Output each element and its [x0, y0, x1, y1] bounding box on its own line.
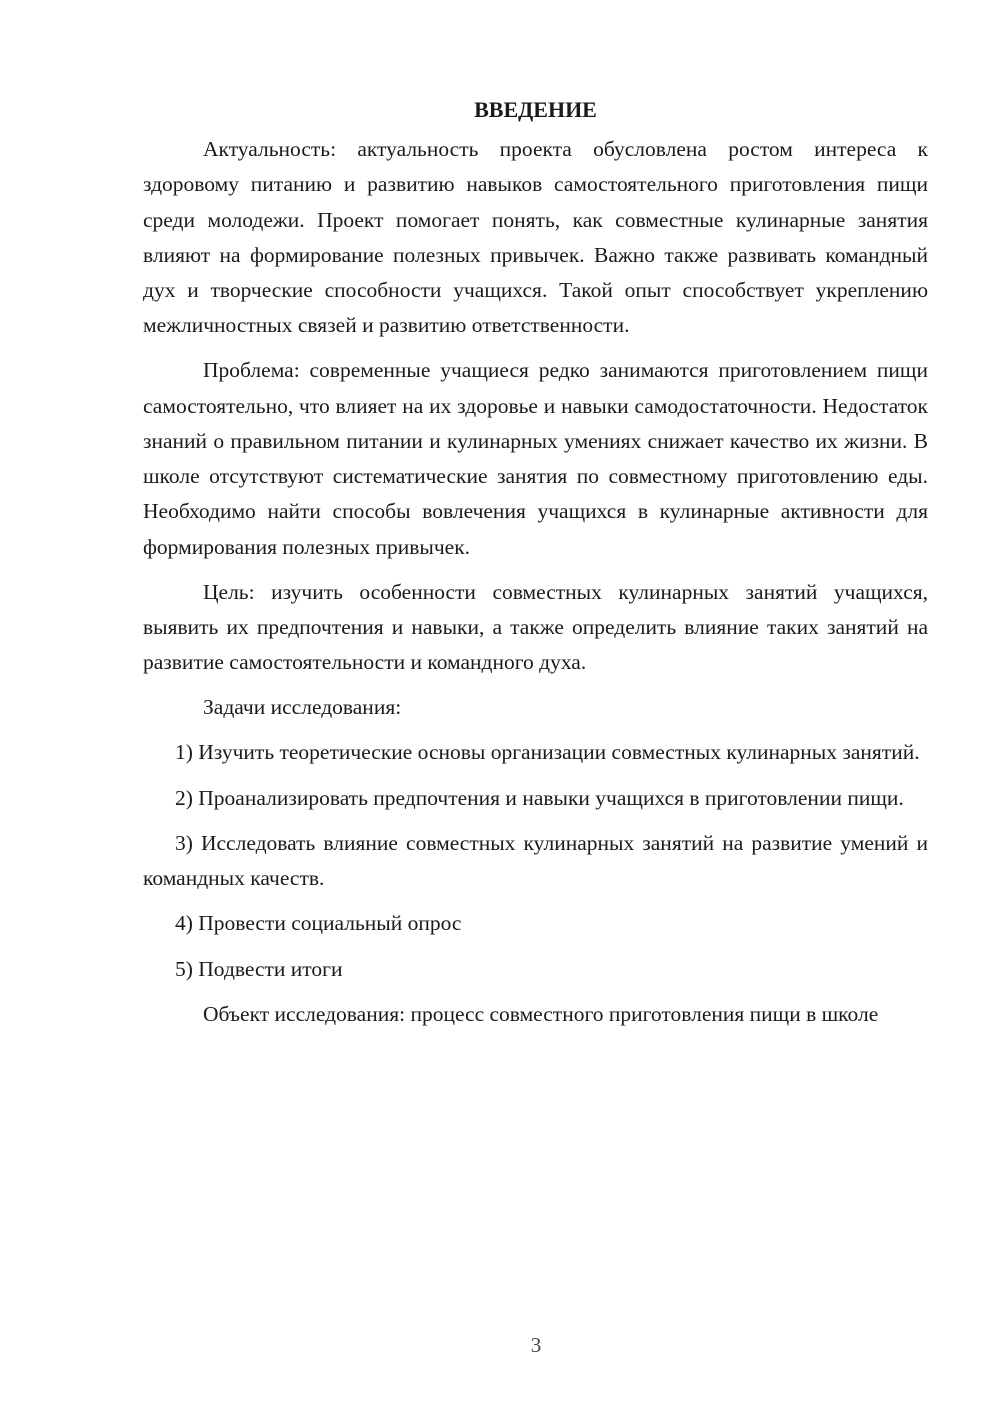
problem-paragraph: Проблема: современные учащиеся редко занимаются приготовлением пищи самостоятельно, что влияет на их здоровье и навыки самодостаточности. Недостаток знаний о правильном питании и кулинарных умениях снижает качество их жизни. В школе отсутствуют систематические занятия по совместному приготовлению еды. Необходимо найти способы вовлечения учащихся в кулинарные активности для формирования полезных привычек. [143, 358, 928, 559]
task-item: 3) Исследовать влияние совместных кулинарных занятий на развитие умений и командных качеств. [143, 830, 928, 891]
tasks-heading: Задачи исследования: [203, 694, 402, 719]
document-page [143, 92, 928, 1041]
goal-paragraph: Цель: изучить особенности совместных кулинарных занятий учащихся, выявить их предпочтения и навыки, а также определить влияние таких занятий на развитие самостоятельности и командного духа. [143, 579, 928, 675]
page-title: ВВЕДЕНИЕ [474, 97, 597, 122]
page-number: 3 [530, 1333, 542, 1357]
task-item: 1) Изучить теоретические основы организации совместных кулинарных занятий. [175, 740, 920, 765]
task-item: 4) Провести социальный опрос [175, 911, 462, 936]
research-object-paragraph: Объект исследования: процесс совместного приготовления пищи в школе [203, 1002, 879, 1027]
relevance-paragraph: Актуальность: актуальность проекта обусловлена ростом интереса к здоровому питанию и развитию навыков самостоятельного приготовления пищи среди молодежи. Проект помогает понять, как совместные кулинарные занятия влияют на формирование полезных привычек. Важно также развивать командный дух и творческие способности учащихся. Такой опыт способствует укреплению межличностных связей и развитию ответственности. [143, 137, 928, 338]
task-item: 5) Подвести итоги [175, 956, 343, 981]
task-item: 2) Проанализировать предпочтения и навыки учащихся в приготовлении пищи. [175, 785, 904, 810]
